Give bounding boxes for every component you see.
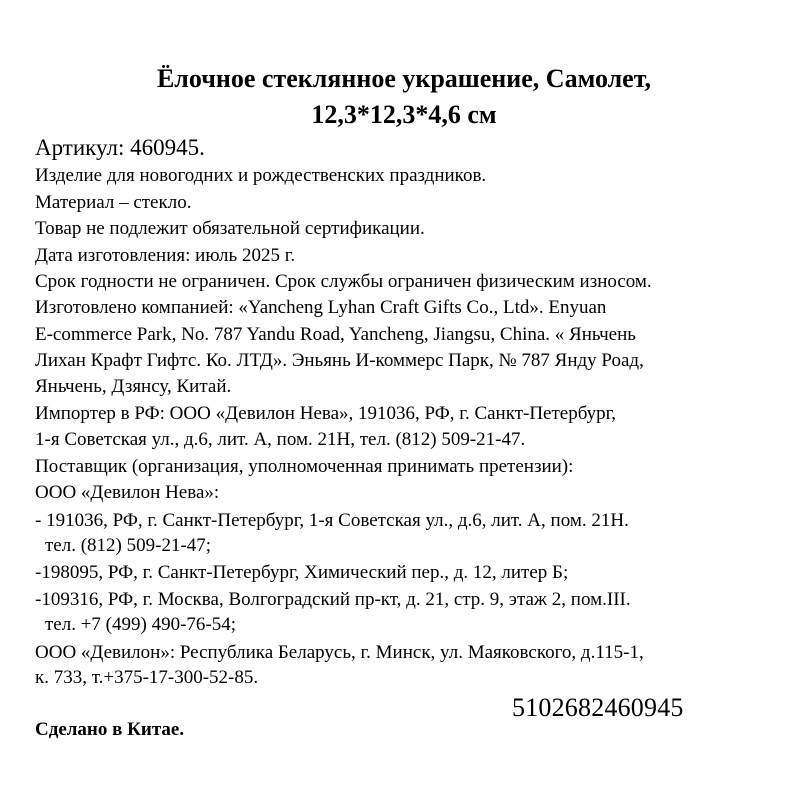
supplier-address-2: -198095, РФ, г. Санкт-Петербург, Химический пер., д. 12, литер Б; [35, 562, 569, 583]
certification-line: Товар не подлежит обязательной сертификации. [35, 218, 425, 239]
manufacturer-line-2: E-commerce Park, No. 787 Yandu Road, Yancheng, Jiangsu, China. « Яньчень [35, 324, 636, 345]
importer-line-2: 1-я Советская ул., д.6, лит. А, пом. 21Н, тел. (812) 509-21-47. [35, 429, 526, 450]
supplier-phone-1: тел. (812) 509-21-47; [45, 535, 212, 556]
supplier-address-3: -109316, РФ, г. Москва, Волгоградский пр-кт, д. 21, стр. 9, этаж 2, пом.III. [35, 589, 631, 610]
belarus-address-line-2: к. 733, т.+375-17-300-52-85. [35, 667, 259, 688]
product-title-line-1: Ёлочное стеклянное украшение, Самолет, [156, 64, 652, 93]
importer-line-1: Импортер в РФ: ООО «Девилон Нева», 191036, РФ, г. Санкт-Петербург, [35, 403, 617, 424]
manufacturer-line-3: Лихан Крафт Гифтс. Ко. ЛТД». Эньянь И-коммерс Парк, № 787 Янду Роад, [35, 350, 644, 371]
supplier-heading: Поставщик (организация, уполномоченная принимать претензии): [35, 456, 574, 477]
supplier-phone-3: тел. +7 (499) 490-76-54; [45, 614, 237, 635]
manufacturer-line-4: Яньчень, Дзянсу, Китай. [35, 376, 232, 397]
belarus-address-line-1: ООО «Девилон»: Республика Беларусь, г. Минск, ул. Маяковского, д.115-1, [35, 642, 644, 663]
article-number: Артикул: 460945. [35, 135, 205, 160]
supplier-address-1: - 191036, РФ, г. Санкт-Петербург, 1-я Советская ул., д.6, лит. А, пом. 21Н. [35, 510, 629, 531]
country-of-origin: Сделано в Китае. [35, 719, 185, 740]
supplier-name: ООО «Девилон Нева»: [35, 482, 220, 503]
manufacturer-line-1: Изготовлено компанией: «Yancheng Lyhan Craft Gifts Co., Ltd». Enyuan [35, 297, 607, 318]
product-title-line-2: 12,3*12,3*4,6 см [311, 100, 497, 129]
purpose-line: Изделие для новогодних и рождественских праздников. [35, 165, 487, 186]
manufacture-date-line: Дата изготовления: июль 2025 г. [35, 245, 296, 266]
material-line: Материал – стекло. [35, 192, 192, 213]
shelf-life-line: Срок годности не ограничен. Срок службы ограничен физическим износом. [35, 271, 652, 292]
barcode-number: 5102682460945 [512, 693, 684, 722]
